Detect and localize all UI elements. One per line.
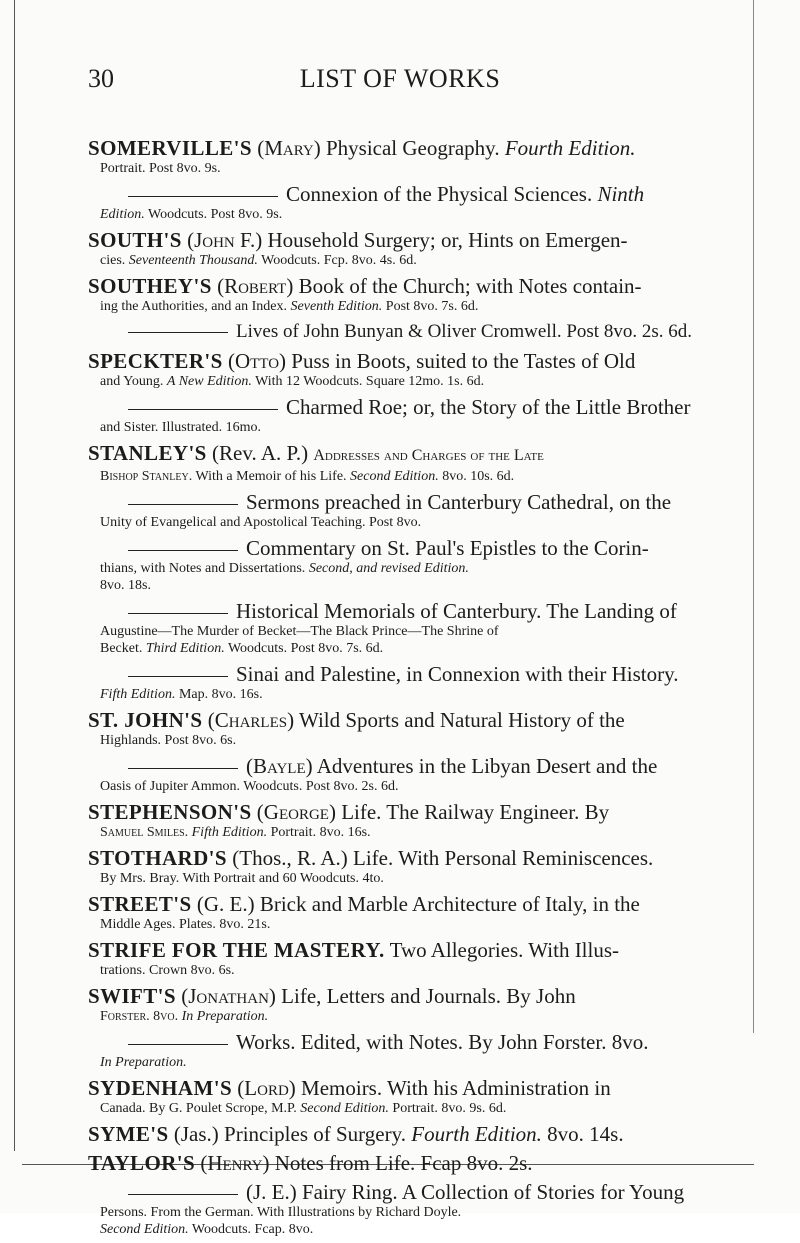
work-title: Connexion of the Physical Sciences. [286, 182, 593, 206]
author-name: STRIFE FOR THE MASTERY. [88, 938, 385, 962]
work-title: Memoirs. With his Administration in [301, 1076, 611, 1100]
work-details: Portrait. 8vo. 9s. 6d. [392, 1101, 507, 1116]
page-header [0, 64, 800, 104]
ditto-dash [128, 768, 238, 769]
work-title: Charmed Roe; or, the Story of the Little Brother [286, 395, 691, 419]
work-title-cont: thians, with Notes and Dissertations. [100, 561, 306, 576]
work-title-cont: ing the Authorities, and an Index. [100, 299, 288, 314]
list-item: TAYLOR'S (Henry) Notes from Life. Fcap 8vo. 2s. [88, 1151, 533, 1175]
work-title-cont: Forster. 8vo. [100, 1009, 179, 1024]
ditto-dash [128, 196, 278, 197]
edition-note: Fourth Edition. [504, 136, 636, 160]
author-name: SYDENHAM'S [88, 1076, 233, 1100]
author-name: STANLEY'S [88, 441, 207, 465]
author-name: SWIFT'S [88, 984, 176, 1008]
work-title-cont: By Mrs. Bray. [100, 871, 180, 886]
author-name: STEPHENSON'S [88, 800, 252, 824]
work-details: Woodcuts. Fcp. 8vo. 4s. 6d. [261, 253, 417, 268]
author-name: SOUTH'S [88, 228, 182, 252]
author-given-name: Rev. A. P. [219, 441, 302, 465]
author-name: SPECKTER'S [88, 349, 223, 373]
work-title: Life, Letters and Journals. By John [281, 984, 576, 1008]
author-name: STREET'S [88, 892, 192, 916]
edition-note: Seventeenth Thousand. [128, 253, 258, 268]
edition-note: Fifth Edition. [100, 687, 176, 702]
list-item: SPECKTER'S (Otto) Puss in Boots, suited to the Tastes of Old and Young. A New Edition. With 12 Woodcuts. Square 12mo. 1s. 6d. [88, 349, 636, 389]
work-details: 8vo. 18s. [100, 578, 151, 593]
list-item: SYDENHAM'S (Lord) Memoirs. With his Administration in Canada. By G. Poulet Scrope, M.P. Second Edition. Portrait. 8vo. 9s. 6d. [88, 1076, 611, 1116]
author-name: SOMERVILLE'S [88, 136, 252, 160]
work-title-cont: Middle Ages. Plates. 8vo. 21s. [100, 917, 271, 932]
work-title: Household Surgery; or, Hints on Emergen- [267, 228, 628, 252]
work-title: Two Allegories. With Illus- [389, 938, 620, 962]
work-title: Life. The Railway Engineer. By [341, 800, 610, 824]
work-title-cont: Highlands. Post 8vo. 6s. [100, 733, 237, 748]
list-item [88, 536, 728, 594]
work-title: Physical Geography. [325, 136, 500, 160]
page-edge-left [14, 0, 15, 1151]
list-item: (Bayle) Adventures in the Libyan Desert and the Oasis of Jupiter Ammon. Woodcuts. Post 8vo. 2s. 6d. [88, 754, 728, 795]
ditto-dash [128, 1194, 238, 1195]
edition-note-cont: Edition. [100, 207, 145, 222]
ditto-dash [128, 332, 228, 333]
page-number: 30 [88, 64, 114, 93]
edition-note: Second Edition. [100, 1222, 189, 1237]
author-given-name: Thos., R. A. [239, 846, 341, 870]
author-given-name: Charles [214, 708, 288, 732]
work-details: 8vo. 14s. [547, 1122, 624, 1146]
author-given-name: Lord [244, 1076, 289, 1100]
author-given-name: Jonathan [188, 984, 269, 1008]
work-details: Portrait. 8vo. 16s. [270, 825, 371, 840]
work-title: Lives of John Bunyan & Oliver Cromwell. Post 8vo. 2s. 6d. [236, 321, 692, 342]
list-item [88, 182, 728, 223]
work-title-cont: cies. [100, 253, 126, 268]
work-title: Principles of Surgery. [224, 1122, 406, 1146]
running-title: LIST OF WORKS [299, 64, 501, 93]
work-title-cont-2: Becket. [100, 641, 143, 656]
work-details: With Portrait and 60 Woodcuts. 4to. [182, 871, 384, 886]
list-item: STOTHARD'S (Thos., R. A.) Life. With Personal Reminiscences. By Mrs. Bray. With Portrait and 60 Woodcuts. 4to. [88, 846, 654, 886]
author-given-name: J. E. [253, 1180, 290, 1204]
list-item: (J. E.) Fairy Ring. A Collection of Stories for Young Persons. From the German. With Illustrations by Richard Doyle. Second Edition. Woodcuts. Fcap. 8vo. [88, 1180, 728, 1238]
edition-note: In Preparation. [100, 1055, 187, 1070]
author-name: STOTHARD'S [88, 846, 227, 870]
work-details: With a Memoir of his Life. [195, 469, 347, 484]
edition-note: Second Edition. [350, 469, 439, 484]
work-title: Puss in Boots, suited to the Tastes of Old [291, 349, 636, 373]
list-item [88, 490, 728, 531]
list-item [88, 395, 728, 436]
list-item: SWIFT'S (Jonathan) Life, Letters and Journals. By John Forster. 8vo. In Preparation. [88, 984, 576, 1024]
edition-note: Ninth [597, 182, 645, 206]
list-item: SOUTHEY'S (Robert) Book of the Church; with Notes contain- ing the Authorities, and an Index. Seventh Edition. Post 8vo. 7s. 6d. [88, 274, 642, 314]
work-title: Commentary on St. Paul's Epistles to the Corin- [246, 536, 649, 560]
work-title-cont: Canada. By G. Poulet Scrope, M.P. [100, 1101, 297, 1116]
author-given-name: Mary [264, 136, 314, 160]
work-title-cont: trations. Crown 8vo. 6s. [100, 963, 235, 978]
author-given-name: G. E. [203, 892, 248, 916]
author-name: SYME'S [88, 1122, 169, 1146]
work-title-cont: and Young. [100, 374, 164, 389]
work-title-cont: Bishop Stanley. [100, 469, 193, 484]
author-initial: F. [240, 228, 256, 252]
list-item: STEPHENSON'S (George) Life. The Railway Engineer. By Samuel Smiles. Fifth Edition. Portrait. 8vo. 16s. [88, 800, 610, 840]
edition-note: Second, and revised Edition. [308, 561, 469, 576]
edition-note: Second Edition. [300, 1101, 389, 1116]
list-item [88, 938, 728, 979]
work-title-cont: Oasis of Jupiter Ammon. Woodcuts. Post 8vo. 2s. 6d. [100, 779, 399, 794]
work-details: Map. 8vo. 16s. [178, 687, 263, 702]
edition-note: Fourth Edition. [411, 1122, 542, 1146]
work-title-cont: Augustine—The Murder of Becket—The Black Prince—The Shrine of [100, 624, 499, 639]
ditto-dash [128, 504, 238, 505]
work-details: Woodcuts. Fcap. 8vo. [191, 1222, 314, 1237]
list-item [88, 320, 728, 344]
list-item [88, 599, 728, 657]
author-given-name: Henry [207, 1151, 263, 1175]
ditto-dash [128, 550, 238, 551]
edition-note: Seventh Edition. [290, 299, 383, 314]
ditto-dash [128, 613, 228, 614]
author-given-name: John [194, 228, 235, 252]
author-given-name: Otto [234, 349, 280, 373]
ditto-dash [128, 409, 278, 410]
list-item: SYME'S (Jas.) Principles of Surgery. Fourth Edition. 8vo. 14s. [88, 1122, 624, 1146]
list-item: SOMERVILLE'S (Mary) Physical Geography. Fourth Edition. Portrait. Post 8vo. 9s. [88, 136, 728, 177]
edition-note: A New Edition. [166, 374, 252, 389]
author-name: TAYLOR'S [88, 1151, 196, 1175]
work-title-cont: Samuel Smiles. [100, 825, 189, 840]
list-item [88, 1030, 728, 1071]
work-details: Post 8vo. 7s. 6d. [385, 299, 479, 314]
work-title: Historical Memorials of Canterbury. The Landing of [236, 599, 677, 623]
edition-note: In Preparation. [181, 1009, 269, 1024]
work-title-cont: Unity of Evangelical and Apostolical Teaching. Post 8vo. [100, 515, 422, 530]
work-details-cont: 8vo. 10s. 6d. [442, 469, 515, 484]
author-given-name: Robert [224, 274, 287, 298]
ditto-dash [128, 676, 228, 677]
author-given-name: Jas. [180, 1122, 212, 1146]
work-title: Book of the Church; with Notes contain- [298, 274, 642, 298]
ditto-dash [128, 1044, 228, 1045]
work-title: Life. With Personal Reminiscences. [353, 846, 654, 870]
work-title: Notes from Life. Fcap 8vo. 2s. [274, 1151, 533, 1175]
work-details: Woodcuts. Post 8vo. 7s. 6d. [227, 641, 384, 656]
author-given-name: Bayle [253, 754, 306, 778]
work-title: Wild Sports and Natural History of the [298, 708, 625, 732]
work-details: With 12 Woodcuts. Square 12mo. 1s. 6d. [255, 374, 485, 389]
work-title-cont: Persons. From the German. With Illustrations by Richard Doyle. [100, 1205, 462, 1220]
work-details: Woodcuts. Post 8vo. 9s. [147, 207, 283, 222]
work-title: Brick and Marble Architecture of Italy, in the [259, 892, 640, 916]
list-item: ST. JOHN'S (Charles) Wild Sports and Natural History of the Highlands. Post 8vo. 6s. [88, 708, 728, 749]
work-title: Adventures in the Libyan Desert and the [316, 754, 658, 778]
work-title: Fairy Ring. A Collection of Stories for Young [302, 1180, 685, 1204]
list-item: STANLEY'S (Rev. A. P.) Addresses and Charges of the Late Bishop Stanley. With a Memoir of his Life. Second Edition. 8vo. 10s. 6d. [88, 441, 544, 484]
edition-note: Fifth Edition. [191, 825, 268, 840]
work-title-cont: and Sister. Illustrated. 16mo. [100, 420, 261, 435]
list-item: SOUTH'S (John F.) Household Surgery; or, Hints on Emergen- cies. Seventeenth Thousand. Woodcuts. Fcp. 8vo. 4s. 6d. [88, 228, 628, 268]
edition-note: Third Edition. [145, 641, 225, 656]
list-item: STREET'S (G. E.) Brick and Marble Architecture of Italy, in the Middle Ages. Plates. 8vo. 21s. [88, 892, 728, 933]
work-details: Portrait. Post 8vo. 9s. [100, 161, 221, 176]
work-title: Works. Edited, with Notes. By John Forster. 8vo. [236, 1030, 649, 1054]
work-title: Sermons preached in Canterbury Cathedral, on the [246, 490, 672, 514]
works-list [88, 136, 728, 1243]
author-given-name: George [263, 800, 329, 824]
list-item [88, 662, 728, 703]
author-name: ST. JOHN'S [88, 708, 203, 732]
author-name: SOUTHEY'S [88, 274, 212, 298]
work-title: Sinai and Palestine, in Connexion with their History. [236, 662, 679, 686]
page-edge-right [753, 0, 754, 1033]
work-title: Addresses and Charges of the Late [313, 447, 544, 464]
